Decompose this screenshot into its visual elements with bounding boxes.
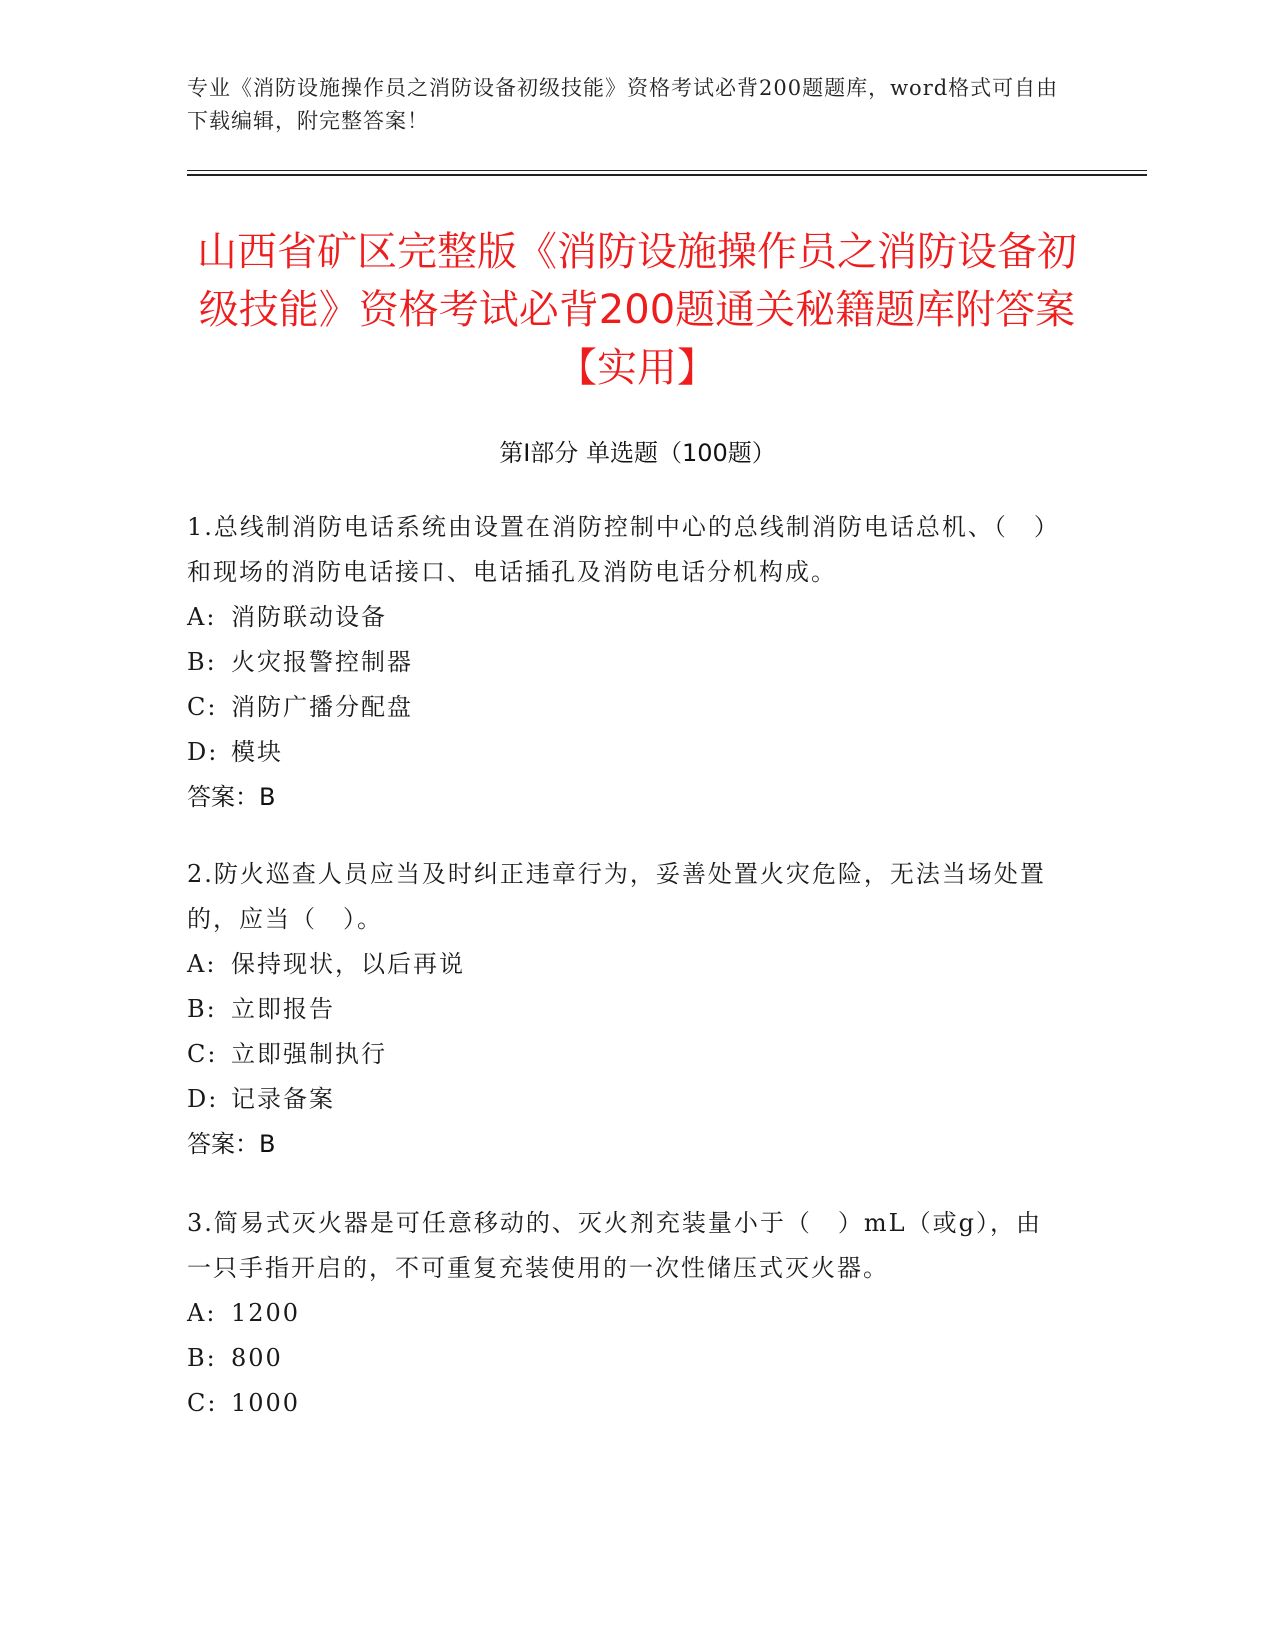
- option-c: [187, 685, 1067, 730]
- option-text: 1000: [231, 1389, 301, 1417]
- option-d: [187, 730, 1067, 775]
- option-text: 火灾报警控制器: [231, 648, 413, 676]
- option-key: D:: [187, 738, 219, 766]
- question-stem: 1.总线制消防电话系统由设置在消防控制中心的总线制消防电话总机、（ ）和现场的消防电话接口、电话插孔及消防电话分机构成。: [187, 513, 1060, 586]
- option-c: [187, 1032, 1067, 1077]
- option-a: [187, 595, 1067, 640]
- question-3: [187, 1201, 1067, 1426]
- option-key: D:: [187, 1085, 219, 1113]
- question-1: [187, 505, 1067, 820]
- option-key: B:: [187, 1344, 217, 1372]
- option-c: [187, 1381, 1067, 1426]
- question-stem: 2.防火巡查人员应当及时纠正违章行为，妥善处置火灾危险，无法当场处置的，应当（ ）。: [187, 860, 1046, 933]
- question-2: [187, 852, 1067, 1167]
- section-title: 第Ⅰ部分 单选题（100题）: [499, 439, 776, 467]
- option-key: B:: [187, 648, 217, 676]
- option-key: B:: [187, 995, 217, 1023]
- option-a: [187, 1291, 1067, 1336]
- option-text: 立即强制执行: [231, 1040, 387, 1068]
- option-a: [187, 942, 1067, 987]
- option-key: A:: [187, 603, 217, 631]
- option-text: 记录备案: [231, 1085, 335, 1113]
- option-d: [187, 1077, 1067, 1122]
- option-key: A:: [187, 1299, 217, 1327]
- option-key: C:: [187, 1040, 218, 1068]
- option-b: [187, 1336, 1067, 1381]
- option-text: 立即报告: [231, 995, 335, 1023]
- question-stem: 3.简易式灭火器是可任意移动的、灭火剂充装量小于（ ）mL（或g），由一只手指开启的，不可重复充装使用的一次性储压式灭火器。: [187, 1209, 1042, 1282]
- answer: 答案：B: [187, 783, 276, 811]
- option-key: A:: [187, 950, 217, 978]
- option-text: 1200: [231, 1299, 301, 1327]
- option-b: [187, 640, 1067, 685]
- option-b: [187, 987, 1067, 1032]
- option-key: C:: [187, 693, 218, 721]
- header-divider-thick: [187, 174, 1147, 176]
- option-key: C:: [187, 1389, 218, 1417]
- option-text: 消防联动设备: [231, 603, 387, 631]
- option-text: 模块: [231, 738, 283, 766]
- header-divider-thin: [187, 170, 1147, 171]
- header-note: 专业《消防设施操作员之消防设备初级技能》资格考试必背200题题库，word格式可自由下载编辑，附完整答案！: [187, 76, 1059, 133]
- answer: 答案：B: [187, 1130, 276, 1158]
- option-text: 保持现状，以后再说: [231, 950, 465, 978]
- document-title: 山西省矿区完整版《消防设施操作员之消防设备初级技能》资格考试必背200题通关秘籍题库附答案【实用】: [197, 229, 1077, 391]
- option-text: 消防广播分配盘: [231, 693, 413, 721]
- option-text: 800: [231, 1344, 283, 1372]
